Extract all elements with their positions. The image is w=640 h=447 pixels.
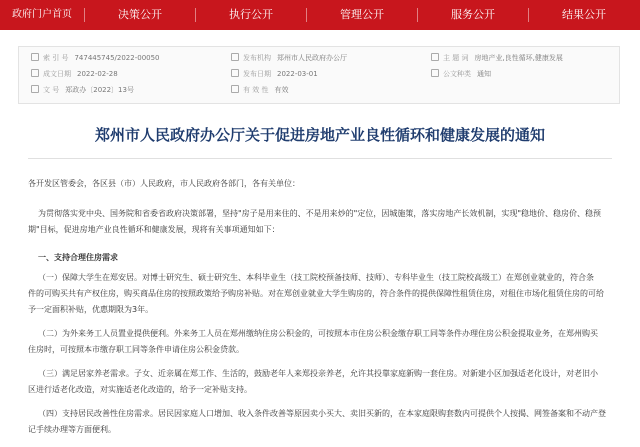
intro-line-1: 为贯彻落实党中央、国务院和省委省政府决策部署，坚持"房子是用来住的、不是用来炒的"定位，因城施策，落实房地产长效机制，实现"稳地价、稳房价、稳预 <box>38 209 602 218</box>
title-divider <box>28 158 612 159</box>
nav-management[interactable]: 管理公开 <box>340 8 384 21</box>
meta-type-label: 公文种类 <box>443 70 471 78</box>
meta-type <box>431 67 491 81</box>
p2-line-1: （二）为外来务工人员置业提供便利。外来务工人员在郑州缴纳住房公积金的，可按照本市住房公积金缴存职工同等条件办理住房公积金提取业务，在郑州购买 <box>38 329 598 338</box>
p3-line-1: （三）满足居家养老需求。子女、近亲属在郑工作、生活的，鼓励老年人来郑投亲养老，允许其投靠家庭新购一套住房。对新建小区加强适老化设计，对老旧小 <box>38 369 598 378</box>
calendar-icon <box>231 69 239 77</box>
meta-created-value: 2022-02-28 <box>77 70 118 78</box>
intro-line-2: 期"目标，促进房地产业良性循环和健康发展，现将有关事项通知如下： <box>28 225 280 234</box>
meta-index <box>31 51 160 65</box>
meta-status-label: 有 效 性 <box>243 86 269 94</box>
meta-status <box>231 83 288 97</box>
p4-line-1: （四）支持居民改善性住房需求。居民因家庭人口增加、收入条件改善等原因卖小买大、卖旧买新的，在本家庭限购套数内可提供个人按揭、网签备案和不动产登 <box>38 409 606 418</box>
meta-published-value: 2022-03-01 <box>277 70 318 78</box>
meta-row-3 <box>19 83 619 97</box>
top-nav <box>0 0 640 30</box>
page-title: 郑州市人民政府办公厅关于促进房地产业良性循环和健康发展的通知 <box>94 126 545 144</box>
nav-execution[interactable]: 执行公开 <box>229 8 273 21</box>
index-icon <box>31 53 39 61</box>
category-icon <box>431 53 439 61</box>
meta-type-value: 通知 <box>477 70 491 78</box>
meta-publisher-label: 发布机构 <box>243 54 271 62</box>
document-meta <box>18 46 620 104</box>
greeting: 各开发区管委会，各区县（市）人民政府，市人民政府各部门，各有关单位： <box>28 179 300 188</box>
meta-index-label: 索 引 号 <box>43 54 69 62</box>
document-body <box>28 172 618 442</box>
status-icon <box>231 85 239 93</box>
p1-line-3: 予一定面积补贴，优惠期限为3年。 <box>28 305 154 314</box>
meta-doc-label: 文 号 <box>43 86 60 94</box>
meta-publisher-value: 郑州市人民政府办公厅 <box>277 54 347 62</box>
meta-row-2 <box>19 67 619 81</box>
document-number-icon <box>31 85 39 93</box>
meta-status-value: 有效 <box>274 86 289 94</box>
meta-created-label: 成文日期 <box>43 70 71 78</box>
meta-category <box>431 51 563 65</box>
nav-home[interactable]: 政府门户首页 <box>12 9 72 20</box>
p2-line-2: 住房时，可按照本市缴存职工同等条件申请住房公积金贷款。 <box>28 345 244 354</box>
p3-line-2: 区进行适老化改造，对实施适老化改造的，给予一定补贴支持。 <box>28 385 252 394</box>
nav-decision[interactable]: 决策公开 <box>118 8 162 21</box>
meta-created <box>31 67 118 81</box>
p1-line-2: 件的可购买共有产权住房，购买商品住房的按照政策给予购房补贴。对在郑创业就业大学生购房的，符合条件的提供保障性租赁住房，对租住市场化租赁住房的可给 <box>28 289 604 298</box>
meta-doc-number <box>31 83 134 97</box>
meta-doc-value: 郑政办〔2022〕13号 <box>65 86 134 94</box>
meta-category-label: 主 题 词 <box>443 54 469 62</box>
nav-service[interactable]: 服务公开 <box>451 8 495 21</box>
calendar-icon <box>31 69 39 77</box>
p1-line-1: （一）保障大学生在郑安居。对博士研究生、硕士研究生、本科毕业生（技工院校预备技师、技师）、专科毕业生（技工院校高级工）在郑创业就业的，符合条 <box>38 273 594 282</box>
p4-line-2: 记手续办理等方面便利。 <box>28 425 116 434</box>
meta-row-1 <box>19 51 619 65</box>
publisher-icon <box>231 53 239 61</box>
section-heading-1: 一、支持合理住房需求 <box>38 253 118 262</box>
meta-published-label: 发布日期 <box>243 70 271 78</box>
meta-published <box>231 67 318 81</box>
nav-result[interactable]: 结果公开 <box>562 8 606 21</box>
meta-category-value: 房地产业,良性循环,健康发展 <box>474 54 563 62</box>
meta-publisher <box>231 51 347 65</box>
document-type-icon <box>431 69 439 77</box>
meta-index-value: 747445745/2022-00050 <box>74 54 160 62</box>
